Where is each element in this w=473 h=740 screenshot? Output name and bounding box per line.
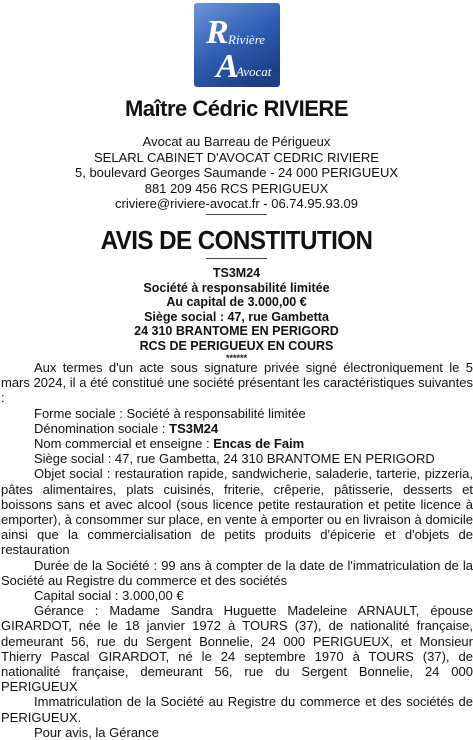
separator-rule-title xyxy=(206,258,267,259)
company-name: TS3M24 xyxy=(212,266,261,280)
denomination-value: TS3M24 xyxy=(169,420,219,436)
firm-line-address: 5, boulevard Georges Saumande - 24 000 PERIGUEUX xyxy=(74,165,398,180)
firm-details xyxy=(0,134,473,212)
firm-line-company: SELARL CABINET D'AVOCAT CEDRIC RIVIERE xyxy=(94,149,379,165)
logo-word-riviere: Rivière xyxy=(228,32,266,47)
separator-rule-top xyxy=(206,214,267,215)
enseigne-value: Encas de Faim xyxy=(213,436,305,452)
enseigne-label: Nom commercial et enseigne : xyxy=(34,436,214,452)
svg-text:R: R xyxy=(206,14,229,51)
company-rcs: RCS DE PERIGUEUX EN COURS xyxy=(139,338,334,353)
denomination-label: Dénomination sociale : xyxy=(34,420,170,436)
firm-name: Maître Cédric RIVIERE xyxy=(124,96,348,121)
enseigne-line xyxy=(1,436,473,451)
firm-logo xyxy=(194,3,280,87)
denomination-line xyxy=(1,421,473,436)
company-form: Société à responsabilité limitée xyxy=(143,280,330,295)
header-stars: ****** xyxy=(225,352,247,363)
firm-line-bar: Avocat au Barreau de Périgueux xyxy=(142,134,331,149)
company-city: 24 310 BRANTOME EN PERIGORD xyxy=(134,324,339,339)
firm-line-rcs: 881 209 456 RCS PERIGUEUX xyxy=(144,180,329,196)
logo-word-avocat: Avocat xyxy=(236,64,272,79)
intro-paragraph: Aux termes d'un acte sous signature privée signé électroniquement le 5 mars 2024, il a été constitué une société présentant les caractéristiques suivantes : xyxy=(1,360,473,406)
notice-title: AVIS DE CONSTITUTION xyxy=(100,225,373,255)
forme-line: Forme sociale : Société à responsabilité limitée xyxy=(34,405,306,421)
immatriculation-paragraph: Immatriculation de la Société au Registre du commerce et des sociétés de PERIGUEUX. xyxy=(1,694,473,725)
notice-body xyxy=(1,360,473,740)
capital-line: Capital social : 3.000,00 € xyxy=(34,588,184,604)
duree-paragraph: Durée de la Société : 99 ans à compter de la date de l'immatriculation de la Société au Registre du commerce et des sociétés xyxy=(1,557,473,588)
company-seat: Siège social : 47, rue Gambetta xyxy=(144,309,329,324)
logo-graphic xyxy=(194,3,280,87)
gerance-paragraph: Gérance : Madame Sandra Huguette Madeleine ARNAULT, épouse GIRARDOT, née le 18 janvier 1972 à TOURS (37), de nationalité française, demeurant 56, rue du Sergent Bonnelie, 24 000 PERIGUEUX, et Monsieur Thierry Pascal GIRARDOT, né le 24 septembre 1970 à TOURS (37), de nationalité française, demeurant 56, rue du Sergent Bonnelie, 24 000 PERIGUEUX xyxy=(1,603,473,695)
signature-line: Pour avis, la Gérance xyxy=(34,724,160,740)
svg-text:A: A xyxy=(216,48,239,85)
objet-paragraph: Objet social : restauration rapide, sandwicherie, saladerie, tarterie, pizzeria, pâtes alimentaires, plats cuisinés, friterie, crêperie, pâtisserie, desserts et boissons sans et avec alcool (sous licence petite restauration et petite licence à emporter), à consommer sur place, en vente à emporter ou en livraison à domicile ainsi que la commercialisation de petits produits d'épicerie et d'objets de restauration xyxy=(1,466,473,558)
company-capital: Au capital de 3.000,00 € xyxy=(166,295,307,310)
company-header xyxy=(0,266,473,363)
siege-line: Siège social : 47, rue Gambetta, 24 310 BRANTOME EN PERIGORD xyxy=(34,451,435,467)
firm-line-contact: criviere@riviere-avocat.fr - 06.74.95.93.09 xyxy=(115,196,358,211)
